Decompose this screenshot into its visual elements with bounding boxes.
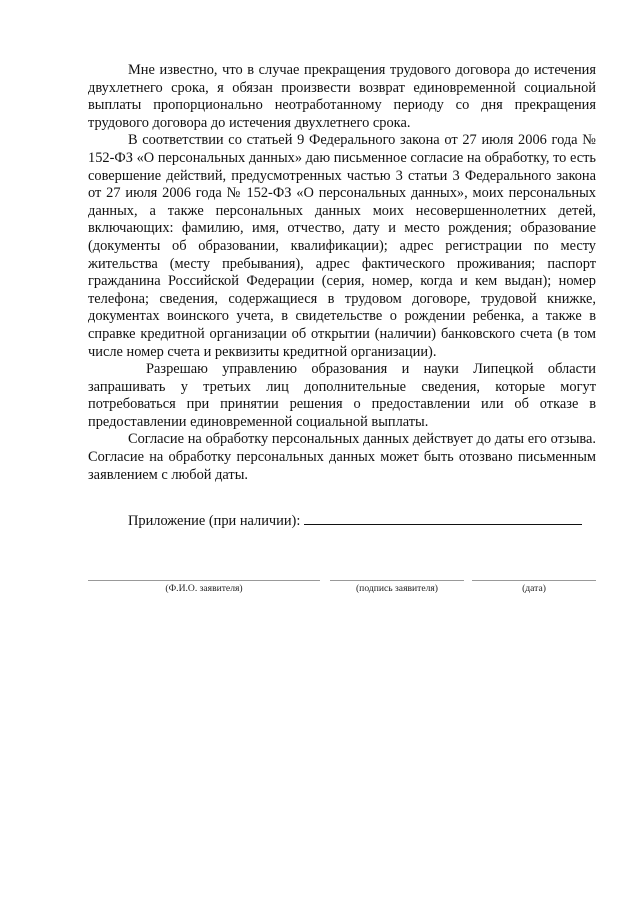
applicant-name-field[interactable] — [88, 568, 320, 598]
appendix-line — [88, 511, 596, 531]
appendix-label: Приложение (при наличии): — [128, 513, 301, 529]
paragraph-personal-data-consent: В соответствии со статьей 9 Федерального закона от 27 июля 2006 года № 152-ФЗ «О персональных данных» даю письменное согласие на обработку, то есть совершение действий, предусмотренных частью 3 статьи 3 Федерального закона от 27 июля 2006 года № 152-ФЗ «О персональных данных», моих персональных данных, а также персональных данных моих несовершеннолетних детей, включающих: фамилию, имя, отчество, дату и место рождения; образование (документы об образовании, квалификации); адрес регистрации по месту жительства (месту пребывания), адрес фактического проживания; паспорт гражданина Российской Федерации (серия, номер, когда и кем выдан); номер телефона; сведения, содержащиеся в трудовом договоре, трудовой книжке, документах воинского учета, в свидетельстве о рождении ребенка, а также в справке кредитной организации об открытии (наличии) банковского счета (в том числе номер счета и реквизиты кредитной организации). — [88, 132, 596, 360]
paragraph-request-permission: Разрешаю управлению образования и науки Липецкой области запрашивать у третьих лиц дополнительные сведения, которые могут потребоваться при принятии решения о предоставлении или об отказе в предоставлении единовременной социальной выплаты. — [88, 361, 596, 430]
appendix-blank-field[interactable] — [304, 511, 582, 525]
applicant-signature-line — [330, 580, 464, 581]
applicant-signature-caption: (подпись заявителя) — [355, 583, 438, 594]
date-field[interactable] — [472, 568, 596, 598]
paragraph-consent-validity: Согласие на обработку персональных данных действует до даты его отзыва. Согласие на обработку персональных данных может быть отозвано письменным заявлением с любой даты. — [88, 431, 596, 483]
date-line — [472, 580, 596, 581]
applicant-name-line — [88, 580, 320, 581]
paragraph-refund-obligation: Мне известно, что в случае прекращения трудового договора до истечения двухлетнего срока, я обязан произвести возврат единовременной социальной выплаты пропорционально неотработанному периоду со дня прекращения трудового договора до истечения двухлетнего срока. — [88, 62, 596, 131]
applicant-signature-field[interactable] — [330, 568, 464, 598]
date-caption: (дата) — [522, 583, 546, 594]
document-body — [88, 62, 596, 484]
signature-row — [88, 568, 596, 598]
applicant-name-caption: (Ф.И.О. заявителя) — [165, 583, 243, 594]
